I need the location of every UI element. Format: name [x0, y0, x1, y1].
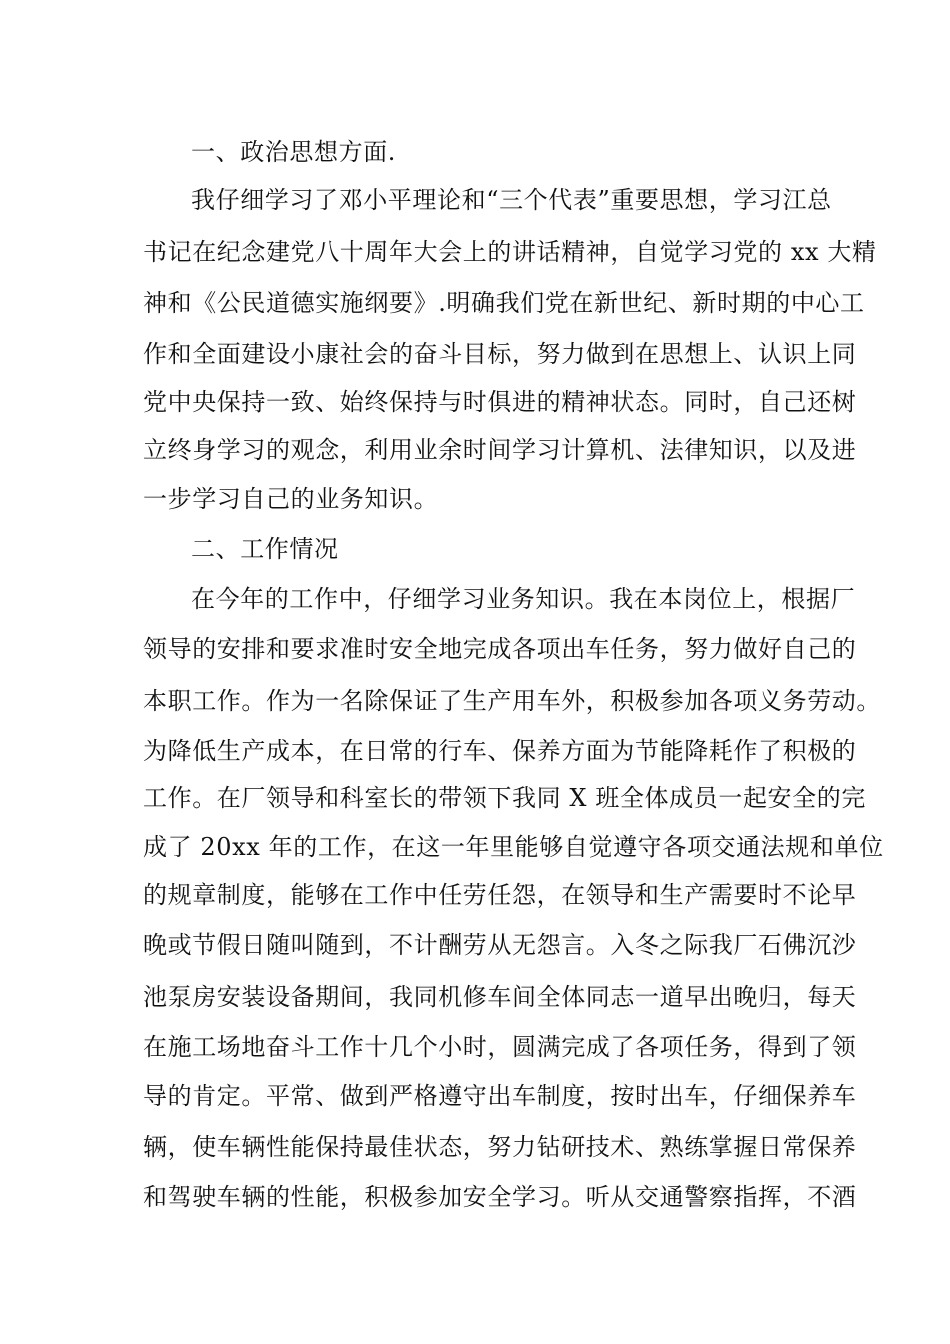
- paragraph-line: 导的肯定。平常、做到严格遵守出车制度，按时出车，仔细保养车: [143, 1082, 857, 1110]
- paragraph-line: 神和《公民道德实施纲要》.明确我们党在新世纪、新时期的中心工: [143, 289, 865, 317]
- paragraph-line: 成了 20xx 年的工作，在这一年里能够自觉遵守各项交通法规和单位: [143, 833, 884, 861]
- paragraph-line: 我仔细学习了邓小平理论和“三个代表”重要思想，学习江总: [191, 186, 832, 214]
- paragraph-line: 和驾驶车辆的性能，积极参加安全学习。听从交通警察指挥，不酒: [143, 1183, 857, 1211]
- paragraph-line: 作和全面建设小康社会的奋斗目标，努力做到在思想上、认识上同: [143, 340, 857, 368]
- paragraph-line: 在施工场地奋斗工作十几个小时，圆满完成了各项任务，得到了领: [143, 1033, 857, 1061]
- paragraph-line: 一步学习自己的业务知识。: [143, 485, 439, 513]
- paragraph-line: 领导的安排和要求准时安全地完成各项出车任务，努力做好自己的: [143, 635, 857, 663]
- paragraph-line: 本职工作。作为一名除保证了生产用车外，积极参加各项义务劳动。: [143, 687, 881, 715]
- section-heading-work: 二、工作情况: [191, 535, 339, 563]
- paragraph-line: 在今年的工作中，仔细学习业务知识。我在本岗位上，根据厂: [191, 585, 856, 613]
- paragraph-line: 立终身学习的观念，利用业余时间学习计算机、法律知识，以及进: [143, 436, 857, 464]
- paragraph-line: 书记在纪念建党八十周年大会上的讲话精神，自觉学习党的 xx 大精: [143, 238, 877, 266]
- paragraph-line: 为降低生产成本，在日常的行车、保养方面为节能降耗作了积极的: [143, 737, 857, 765]
- paragraph-line: 党中央保持一致、始终保持与时俱进的精神状态。同时，自己还树: [143, 388, 857, 416]
- paragraph-line: 辆，使车辆性能保持最佳状态，努力钻研技术、熟练掌握日常保养: [143, 1133, 857, 1161]
- paragraph-line: 晚或节假日随叫随到，不计酬劳从无怨言。入冬之际我厂石佛沉沙: [143, 931, 857, 959]
- paragraph-line: 池泵房安装设备期间，我同机修车间全体同志一道早出晚归，每天: [143, 983, 857, 1011]
- section-heading-politics: 一、政治思想方面.: [191, 138, 397, 166]
- paragraph-line: 工作。在厂领导和科室长的带领下我同 X 班全体成员一起安全的完: [143, 784, 866, 812]
- paragraph-line: 的规章制度，能够在工作中任劳任怨，在领导和生产需要时不论早: [143, 881, 857, 909]
